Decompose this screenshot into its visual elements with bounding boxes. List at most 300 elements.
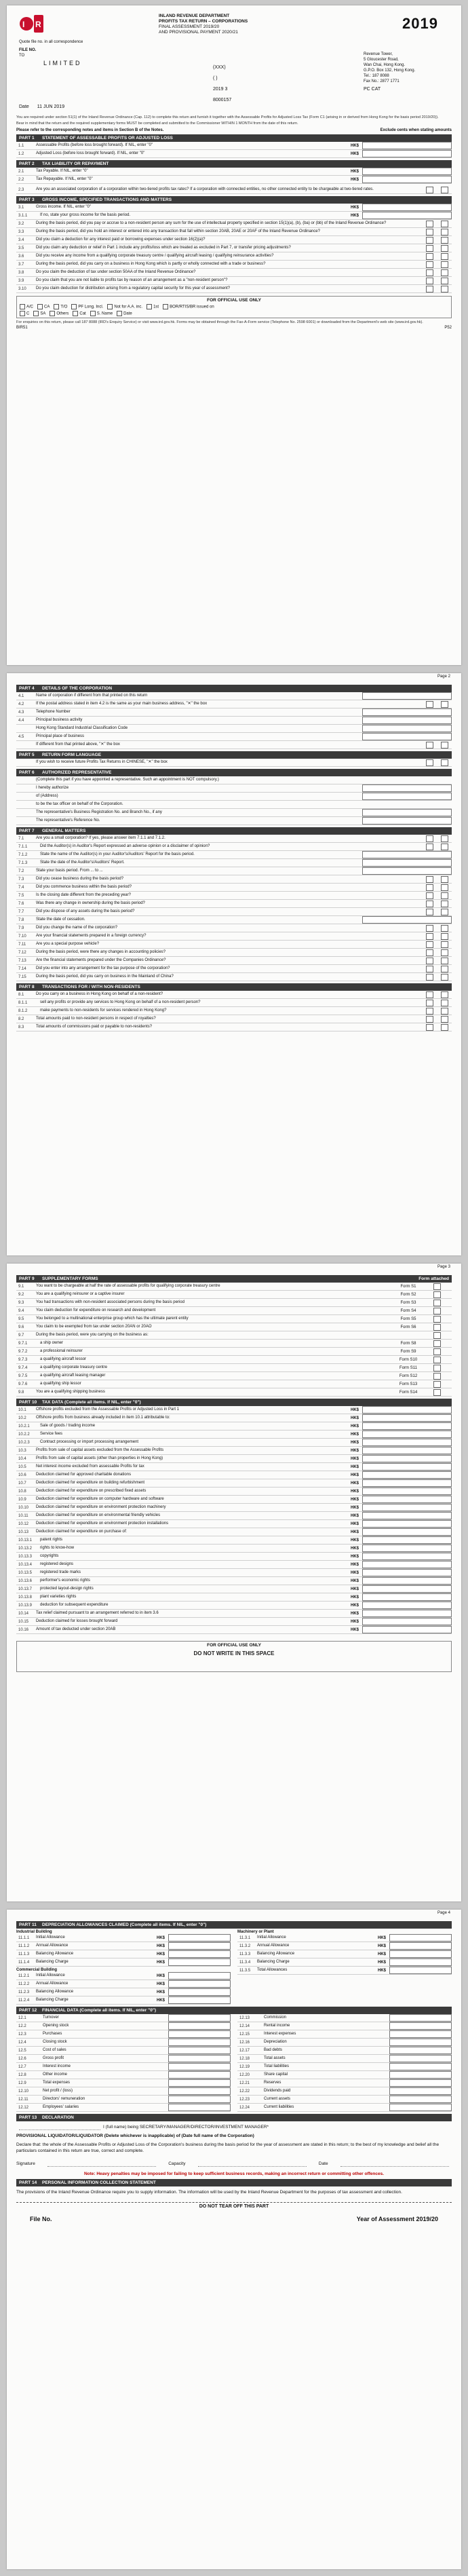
item-label: Service fees: [40, 1432, 63, 1436]
part-header: [16, 685, 452, 692]
currency-label: HK$: [350, 1416, 359, 1420]
yes-no-checkboxes: [422, 892, 452, 899]
item-number: 12.21: [239, 2081, 250, 2085]
part-title: TAX DATA (Complete all items. If NIL, enter "0"): [42, 1400, 141, 1405]
form-row: [16, 1431, 452, 1439]
attached-checkbox[interactable]: [433, 1291, 441, 1298]
amount-field[interactable]: [389, 2055, 452, 2062]
yes-checkbox[interactable]: [426, 221, 433, 227]
amount-field[interactable]: [168, 2096, 231, 2103]
item-label: rights to know-how: [40, 1546, 75, 1550]
item-label: State the date of the Auditor's/Auditors' Report.: [40, 860, 125, 865]
form-number: Form S14: [399, 1390, 418, 1395]
no-checkbox[interactable]: [441, 892, 448, 899]
no-checkbox[interactable]: [441, 901, 448, 907]
item-number: 12.3: [18, 2032, 26, 2037]
no-checkbox[interactable]: [441, 958, 448, 964]
yes-checkbox[interactable]: [426, 925, 433, 932]
capacity-field[interactable]: [198, 2161, 307, 2167]
item-number: 10.13.5: [18, 1570, 33, 1575]
no-checkbox[interactable]: [441, 933, 448, 940]
official-checkbox[interactable]: Cat: [73, 311, 85, 316]
item-number: 12.5: [18, 2048, 26, 2053]
attached-checkbox[interactable]: [433, 1365, 441, 1371]
amount-field[interactable]: [168, 2063, 231, 2070]
final-assessment-title: FINAL ASSESSMENT 2019/20: [159, 24, 220, 29]
amount-field[interactable]: [362, 1528, 452, 1536]
currency-label: HK$: [350, 1554, 359, 1559]
item-label: protected layout-design rights: [40, 1587, 94, 1591]
official-checkbox[interactable]: PF Long. Incl.: [71, 304, 103, 309]
amount-field[interactable]: [362, 1455, 452, 1462]
yes-checkbox[interactable]: [426, 245, 433, 252]
form-row: [16, 784, 452, 793]
official-checkbox[interactable]: CA: [37, 304, 50, 309]
amount-field[interactable]: [362, 1431, 452, 1438]
item-label: Initial Allowance: [36, 1935, 65, 1939]
item-label: Interest expenses: [264, 2032, 296, 2036]
amount-field[interactable]: [389, 2063, 452, 2070]
yes-checkbox[interactable]: [426, 884, 433, 891]
amount-field[interactable]: [168, 1958, 231, 1966]
form-number: Form S10: [399, 1357, 418, 1362]
attached-checkbox[interactable]: [433, 1283, 441, 1290]
dep-row: [16, 1972, 231, 1980]
item-label: Contract processing or import processing arrangement: [40, 1440, 139, 1444]
item-label: a qualifying aircraft lessor: [40, 1357, 87, 1361]
yes-checkbox[interactable]: [426, 286, 433, 292]
text-field[interactable]: [362, 717, 452, 724]
text-field[interactable]: [362, 708, 452, 716]
attached-checkbox[interactable]: [433, 1373, 441, 1380]
ird-fax: Fax No.: 2877 1771: [364, 79, 399, 83]
official-checkbox[interactable]: Date: [117, 311, 132, 316]
amount-field[interactable]: [168, 2087, 231, 2095]
yes-checkbox[interactable]: [426, 876, 433, 883]
yes-checkbox[interactable]: [426, 835, 433, 842]
item-label: Deduction claimed for losses brought forward: [36, 1619, 118, 1623]
no-checkbox[interactable]: [441, 1000, 448, 1006]
text-field[interactable]: [362, 817, 452, 825]
official-checkboxes-2: [20, 311, 448, 316]
amount-field[interactable]: [168, 2030, 231, 2038]
amount-field[interactable]: [389, 2030, 452, 2038]
attached-checkbox[interactable]: [433, 1389, 441, 1396]
official-checkbox[interactable]: Not for A.A. inc.: [107, 304, 142, 309]
yes-checkbox[interactable]: [426, 269, 433, 276]
form-attached-checkbox: [422, 1291, 452, 1298]
yes-checkbox[interactable]: [426, 1008, 433, 1015]
item-label: Assessable Profits (before loss brought forward). If NIL, enter "0": [36, 143, 153, 147]
no-checkbox[interactable]: [441, 245, 448, 252]
yes-checkbox[interactable]: [426, 253, 433, 260]
form-row: [16, 1331, 452, 1340]
amount-field[interactable]: [362, 1504, 452, 1511]
no-checkbox[interactable]: [441, 941, 448, 948]
amount-field[interactable]: [168, 1988, 231, 1996]
full-name-field[interactable]: [19, 2124, 100, 2130]
amount-field[interactable]: [389, 2039, 452, 2046]
no-checkbox[interactable]: [441, 701, 448, 708]
item-label: Current liabilities: [264, 2105, 294, 2109]
currency-label: HK$: [156, 1990, 165, 1994]
form-attached-checkbox: [422, 1348, 452, 1355]
amount-field[interactable]: [362, 1406, 452, 1414]
amount-field[interactable]: [168, 2071, 231, 2079]
amount-field[interactable]: [168, 2047, 231, 2054]
item-label: Do you claim deduction for distribution arising from a regulatory capital security for this year of assessment?: [36, 286, 231, 290]
part-title: FINANCIAL DATA (Complete all items. If NIL, enter "0"): [42, 2008, 157, 2013]
text-field[interactable]: [362, 725, 452, 732]
item-number: 9.8: [18, 1390, 24, 1395]
no-checkbox[interactable]: [441, 844, 448, 850]
yes-checkbox[interactable]: [426, 941, 433, 948]
no-checkbox[interactable]: [441, 253, 448, 260]
yes-no-checkboxes: [422, 925, 452, 932]
text-field[interactable]: [362, 851, 452, 858]
page-number: Page 4: [437, 1911, 450, 1915]
no-checkbox[interactable]: [441, 237, 448, 244]
amount-field[interactable]: [362, 1422, 452, 1430]
amount-field[interactable]: [362, 1561, 452, 1568]
yes-checkbox[interactable]: [426, 974, 433, 981]
item-label: Net interest income excluded from assessable Profits for tax: [36, 1464, 144, 1469]
currency-label: HK$: [156, 1998, 165, 2003]
amount-field[interactable]: [168, 1996, 231, 2004]
item-number: 4.1: [18, 694, 24, 698]
amount-field[interactable]: [362, 212, 452, 219]
item-label: plant varieties rights: [40, 1595, 77, 1599]
ref-3: 2019 3: [213, 87, 228, 92]
item-number: 11.3.1: [239, 1935, 251, 1940]
form-attached-checkbox: [422, 1365, 452, 1371]
attached-checkbox[interactable]: [433, 1308, 441, 1314]
amount-field[interactable]: [168, 2104, 231, 2111]
text-field[interactable]: [362, 809, 452, 816]
part-no: PART 9: [19, 1276, 35, 1281]
form-row: [16, 1422, 452, 1431]
no-checkbox[interactable]: [441, 261, 448, 268]
no-checkbox[interactable]: [441, 1008, 448, 1015]
item-label: Did you dispose of any assets during the basis period?: [36, 909, 135, 913]
item-number: 12.20: [239, 2072, 250, 2077]
amount-field[interactable]: [389, 1967, 452, 1974]
text-field[interactable]: [362, 733, 452, 740]
financial-row: [16, 2055, 231, 2063]
no-checkbox[interactable]: [441, 742, 448, 749]
official-checkbox[interactable]: T/O: [54, 304, 67, 309]
return-page-3: [7, 1264, 461, 1901]
amount-field[interactable]: [362, 1577, 452, 1585]
amount-field[interactable]: [362, 1479, 452, 1487]
yes-no-checkboxes: [422, 701, 452, 708]
amount-field[interactable]: [389, 2087, 452, 2095]
item-label: patent rights: [40, 1538, 63, 1542]
amount-field[interactable]: [389, 1950, 452, 1958]
yes-no-checkboxes: [422, 278, 452, 284]
item-label: During the basis period, did you carry on business in the Mainland of China?: [36, 974, 174, 979]
amount-field[interactable]: [362, 1439, 452, 1446]
item-label: Telephone Number: [36, 710, 71, 714]
yes-checkbox[interactable]: [426, 261, 433, 268]
item-number: 3.9: [18, 278, 24, 283]
amount-field[interactable]: [362, 1463, 452, 1471]
amount-field[interactable]: [168, 1934, 231, 1942]
amount-field[interactable]: [362, 168, 452, 175]
form-row: [16, 1372, 452, 1380]
no-checkbox[interactable]: [441, 1016, 448, 1023]
amount-field[interactable]: [362, 1610, 452, 1617]
amount-field[interactable]: [389, 1958, 452, 1966]
yes-checkbox[interactable]: [426, 949, 433, 956]
text-field[interactable]: [362, 867, 452, 875]
form-part: [16, 827, 452, 981]
amount-field[interactable]: [362, 1520, 452, 1528]
yes-checkbox[interactable]: [426, 759, 433, 766]
amount-field[interactable]: [362, 1569, 452, 1576]
amount-field[interactable]: [362, 1447, 452, 1454]
item-label: Commission: [264, 2015, 287, 2020]
decl-line-1: [16, 2124, 452, 2130]
no-checkbox[interactable]: [441, 187, 448, 193]
official-checkbox[interactable]: Others: [50, 311, 69, 316]
item-number: 11.3.5: [239, 1968, 251, 1973]
yes-checkbox[interactable]: [426, 909, 433, 915]
no-checkbox[interactable]: [441, 991, 448, 998]
no-checkbox[interactable]: [441, 876, 448, 883]
attached-checkbox[interactable]: [433, 1340, 441, 1347]
no-checkbox[interactable]: [441, 269, 448, 276]
attached-checkbox[interactable]: [433, 1357, 441, 1363]
item-label: Total amounts of commissions paid or payable to non-residents?: [36, 1025, 153, 1029]
no-checkbox[interactable]: [441, 221, 448, 227]
dep-row: [237, 1934, 452, 1942]
official-checkbox[interactable]: BOR/RTIS/BR issued on: [163, 304, 214, 309]
amount-field[interactable]: [362, 1585, 452, 1593]
form-row: [16, 1520, 452, 1528]
text-field[interactable]: [362, 784, 452, 792]
attached-checkbox[interactable]: [433, 1332, 441, 1339]
currency-label: HK$: [350, 1578, 359, 1583]
pc-code: PC CAT: [364, 87, 381, 92]
amount-field[interactable]: [362, 1602, 452, 1609]
amount-field[interactable]: [362, 1414, 452, 1422]
amount-field[interactable]: [389, 2047, 452, 2054]
no-checkbox[interactable]: [441, 1024, 448, 1031]
currency-label: HK$: [350, 1530, 359, 1534]
part-no: PART 10: [19, 1400, 37, 1405]
item-number: 10.13: [18, 1530, 29, 1534]
part-no: PART 14: [19, 2180, 37, 2185]
yes-no-checkboxes: [422, 966, 452, 972]
amount-field[interactable]: [362, 1488, 452, 1495]
amount-field[interactable]: [168, 1980, 231, 1988]
no-checkbox[interactable]: [441, 974, 448, 981]
amount-field[interactable]: [362, 1496, 452, 1503]
form-attached-checkbox: [422, 1300, 452, 1306]
amount-field[interactable]: [389, 1942, 452, 1950]
item-label: Do you carry on a business in Hong Kong on behalf of a non-resident?: [36, 992, 163, 996]
ird-addr-2: 5 Gloucester Road,: [364, 58, 399, 62]
yes-checkbox[interactable]: [426, 278, 433, 284]
amount-field[interactable]: [362, 1593, 452, 1601]
form-attached-checkbox: [422, 1373, 452, 1380]
form-row: [16, 851, 452, 859]
dep-row: [237, 1942, 452, 1950]
amount-field[interactable]: [168, 2039, 231, 2046]
amount-field[interactable]: [168, 1950, 231, 1958]
item-number: 7.1.1: [18, 844, 28, 849]
amount-field[interactable]: [362, 1626, 452, 1633]
item-number: 10.2.2: [18, 1432, 30, 1437]
item-label: Are you a special purpose vehicle?: [36, 942, 100, 946]
yes-checkbox[interactable]: [426, 1016, 433, 1023]
item-label: Sale of goods / trading income: [40, 1424, 96, 1428]
warn-text: Heavy penalties may be imposed for failing to keep sufficient business records, making an incorrect return or committing other offences.: [96, 2172, 385, 2176]
amount-field[interactable]: [168, 2022, 231, 2030]
yes-checkbox[interactable]: [426, 844, 433, 850]
instruction-note-2: Bear in mind that the return and the required supplementary forms MUST be completed and submitted to the Commissioner WITHIN 1 MONTH from the date of this return.: [16, 121, 298, 126]
amount-field[interactable]: [362, 150, 452, 157]
amount-field[interactable]: [362, 1536, 452, 1544]
form-row: [16, 236, 452, 244]
yes-checkbox[interactable]: [426, 187, 433, 193]
item-number: 12.19: [239, 2064, 250, 2069]
amount-field[interactable]: [362, 1553, 452, 1560]
yes-checkbox[interactable]: [426, 933, 433, 940]
yes-checkbox[interactable]: [426, 958, 433, 964]
yes-checkbox[interactable]: [426, 701, 433, 708]
currency-label: HK$: [350, 1587, 359, 1591]
yes-checkbox[interactable]: [426, 742, 433, 749]
amount-field[interactable]: [389, 2104, 452, 2111]
form-row: [16, 1380, 452, 1388]
date-field[interactable]: [340, 2161, 449, 2167]
amount-field[interactable]: [389, 2096, 452, 2103]
attached-checkbox[interactable]: [433, 1348, 441, 1355]
item-number: 10.13.2: [18, 1546, 33, 1551]
ref-1: (XXX): [213, 65, 226, 70]
item-label: Rental income: [264, 2024, 290, 2028]
no-checkbox[interactable]: [441, 835, 448, 842]
official-checkbox[interactable]: SA: [33, 311, 45, 316]
amount-field[interactable]: [168, 2014, 231, 2022]
amount-field[interactable]: [168, 1942, 231, 1950]
no-checkbox[interactable]: [441, 278, 448, 284]
yes-checkbox[interactable]: [426, 991, 433, 998]
item-number: 9.6: [18, 1325, 24, 1329]
no-checkbox[interactable]: [441, 884, 448, 891]
currency-label: HK$: [350, 1497, 359, 1502]
amount-field[interactable]: [362, 1471, 452, 1479]
official-checkbox[interactable]: A/C: [20, 304, 33, 309]
amount-field[interactable]: [168, 1972, 231, 1980]
stub-file-no: File No.: [30, 2216, 52, 2222]
amount-field[interactable]: [362, 142, 452, 149]
item-label: (Complete this part if you have appointed a representative. Such an appointment is NOT compulsory.): [36, 778, 219, 782]
no-checkbox[interactable]: [441, 909, 448, 915]
item-number: 11.3.4: [239, 1960, 251, 1965]
form-row: [16, 1439, 452, 1447]
yes-checkbox[interactable]: [426, 892, 433, 899]
no-checkbox[interactable]: [441, 229, 448, 235]
amount-field[interactable]: [362, 1618, 452, 1625]
attached-checkbox[interactable]: [433, 1324, 441, 1331]
yes-no-checkboxes: [422, 742, 452, 749]
amount-field[interactable]: [389, 2014, 452, 2022]
amount-field[interactable]: [389, 1934, 452, 1942]
form-row: [16, 285, 452, 293]
amount-field[interactable]: [168, 2055, 231, 2062]
item-label: Directors' remuneration: [43, 2097, 85, 2101]
form-row: [16, 1406, 452, 1414]
currency-label: HK$: [350, 1603, 359, 1608]
attached-checkbox[interactable]: [433, 1381, 441, 1388]
item-number: 11.2.2: [18, 1982, 30, 1986]
text-field[interactable]: [362, 916, 452, 924]
form-part: [16, 1399, 452, 1634]
amount-field[interactable]: [362, 204, 452, 211]
amount-field[interactable]: [389, 2022, 452, 2030]
form-part: [16, 134, 452, 158]
no-checkbox[interactable]: [441, 949, 448, 956]
yes-checkbox[interactable]: [426, 901, 433, 907]
amount-field[interactable]: [362, 176, 452, 183]
item-label: Balancing Allowance: [257, 1952, 295, 1956]
part-no: PART 1: [19, 136, 35, 140]
amount-field[interactable]: [362, 1545, 452, 1552]
no-checkbox[interactable]: [441, 759, 448, 766]
official-checkbox[interactable]: S. Name: [90, 311, 113, 316]
yes-checkbox[interactable]: [426, 237, 433, 244]
yes-checkbox[interactable]: [426, 1024, 433, 1031]
decl-text: I (full name) being SECRETARY/MANAGER/DIRECTOR/INVESTMENT MANAGER*: [103, 2125, 269, 2129]
official-checkbox[interactable]: C: [20, 311, 29, 316]
item-number: 2.3: [18, 187, 24, 192]
amount-field[interactable]: [362, 1512, 452, 1519]
attached-checkbox[interactable]: [433, 1316, 441, 1323]
item-number: 10.1: [18, 1407, 26, 1412]
attached-checkbox[interactable]: [433, 1300, 441, 1306]
part-header: [16, 827, 452, 835]
signature-field[interactable]: [47, 2161, 156, 2167]
no-checkbox[interactable]: [441, 966, 448, 972]
item-label: copyrights: [40, 1554, 59, 1558]
item-label: Total assets: [264, 2056, 286, 2060]
yes-no-checkboxes: [422, 901, 452, 907]
text-field[interactable]: [362, 793, 452, 800]
yes-checkbox[interactable]: [426, 1000, 433, 1006]
amount-field[interactable]: [168, 2079, 231, 2087]
text-field[interactable]: [362, 692, 452, 700]
currency-label: HK$: [350, 1521, 359, 1526]
text-field[interactable]: [362, 859, 452, 867]
official-checkbox[interactable]: 1st: [147, 304, 159, 309]
currency-label: HK$: [350, 143, 359, 148]
no-checkbox[interactable]: [441, 286, 448, 292]
no-checkbox[interactable]: [441, 925, 448, 932]
yes-checkbox[interactable]: [426, 966, 433, 972]
yes-no-checkboxes: [422, 941, 452, 948]
yes-checkbox[interactable]: [426, 229, 433, 235]
amount-field[interactable]: [389, 2071, 452, 2079]
addressee-block: [43, 60, 82, 67]
item-number: 7.9: [18, 926, 24, 930]
form-row: [16, 1015, 452, 1023]
amount-field[interactable]: [389, 2079, 452, 2087]
yes-no-checkboxes: [422, 974, 452, 981]
form-part: [16, 186, 452, 194]
